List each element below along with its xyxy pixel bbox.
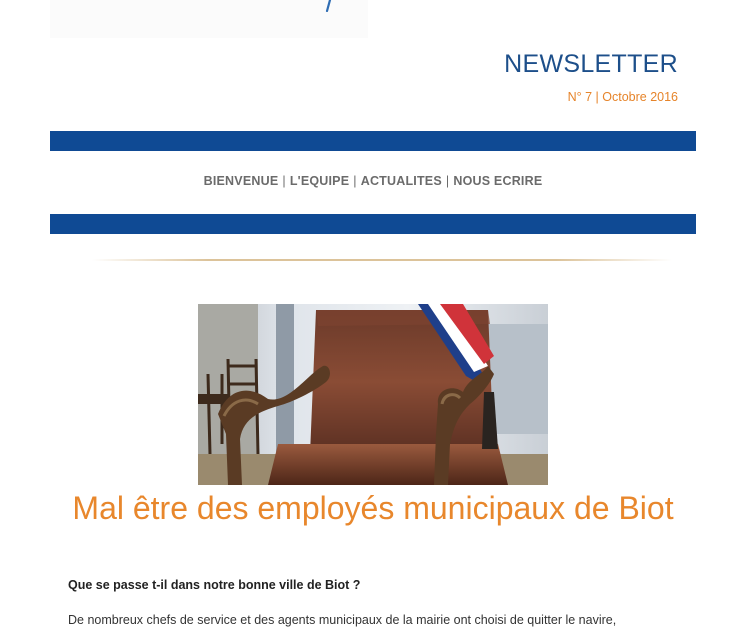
newsletter-title: NEWSLETTER (504, 50, 678, 78)
logo-icon (322, 0, 334, 12)
nav-item-nous-ecrire[interactable]: NOUS ECRIRE (453, 174, 543, 188)
nav-separator: | (353, 174, 357, 188)
logo-area (50, 0, 368, 38)
nav-item-bienvenue[interactable]: BIENVENUE (203, 174, 279, 188)
nav-separator: | (282, 174, 286, 188)
main-nav (50, 174, 696, 188)
article-headline: Mal être des employés municipaux de Biot (72, 490, 674, 526)
nav-item-actualites[interactable]: ACTUALITES (360, 174, 442, 188)
article-paragraph: De nombreux chefs de service et des agents municipaux de la mairie ont choisi de quitter le navire, (68, 613, 617, 627)
chair-illustration (198, 304, 548, 485)
article-subheading: Que se passe t-il dans notre bonne ville de Biot ? (68, 578, 361, 592)
section-divider (92, 259, 672, 261)
top-blue-bar (50, 131, 696, 151)
bottom-blue-bar (50, 214, 696, 234)
issue-info: N° 7 | Octobre 2016 (567, 90, 678, 104)
article-image (198, 304, 548, 485)
nav-item-equipe[interactable]: L'EQUIPE (289, 174, 350, 188)
nav-separator: | (445, 174, 450, 188)
